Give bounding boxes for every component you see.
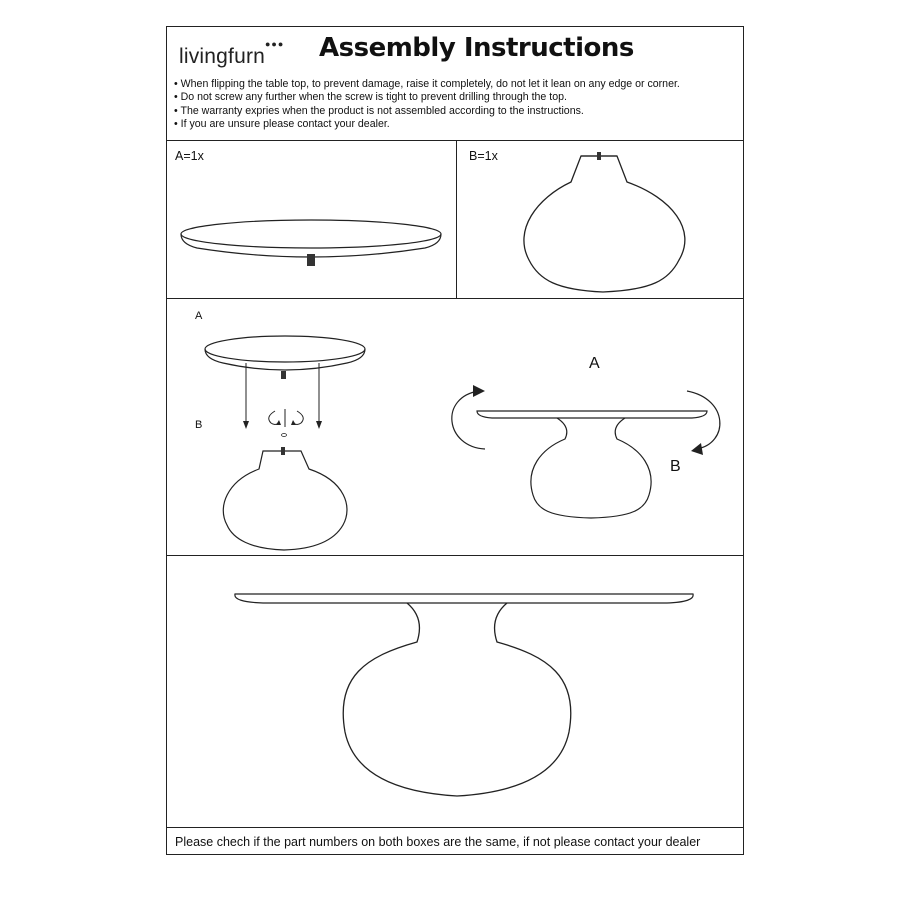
vase-base-icon — [343, 603, 571, 796]
note-item: • When flipping the table top, to prevent damage, raise it completely, do not let it lean on any edge or corner. — [174, 78, 680, 91]
brand-name: livingfurn — [179, 45, 266, 68]
note-item: • The warranty expries when the product is not assembled according to the instructions. — [174, 105, 680, 118]
brand-logo — [179, 39, 289, 69]
vase-base-icon — [223, 447, 347, 550]
safety-notes — [174, 78, 680, 132]
flip-arrow-icon — [452, 385, 720, 455]
rotate-arrow-icon — [269, 409, 304, 427]
step1-diagram — [167, 299, 745, 555]
instruction-sheet — [166, 26, 744, 855]
brand-logo-icon: ●●● — [265, 39, 285, 49]
table-top-icon — [205, 336, 365, 379]
part-a-label: A=1x — [175, 149, 204, 163]
step2-top-label: A — [589, 355, 600, 372]
vase-base-icon — [531, 418, 651, 518]
part-b-label: B=1x — [469, 149, 498, 163]
table-top-icon — [477, 411, 707, 418]
assembled-table-diagram — [167, 556, 745, 826]
note-item: • If you are unsure please contact your dealer. — [174, 118, 680, 131]
table-top-icon — [235, 594, 693, 603]
note-item: • Do not screw any further when the screw is tight to prevent drilling through the top. — [174, 91, 680, 104]
vase-base-icon — [457, 140, 745, 298]
table-top-icon — [167, 140, 456, 298]
divider — [167, 827, 743, 828]
step1-base-label: B — [195, 419, 203, 431]
step2-base-label: B — [670, 458, 681, 475]
step1-top-label: A — [195, 310, 203, 322]
page-title: Assembly Instructions — [319, 33, 634, 63]
footer-note: Please chech if the part numbers on both boxes are the same, if not please contact your dealer — [175, 835, 701, 849]
screw-icon — [282, 434, 287, 437]
